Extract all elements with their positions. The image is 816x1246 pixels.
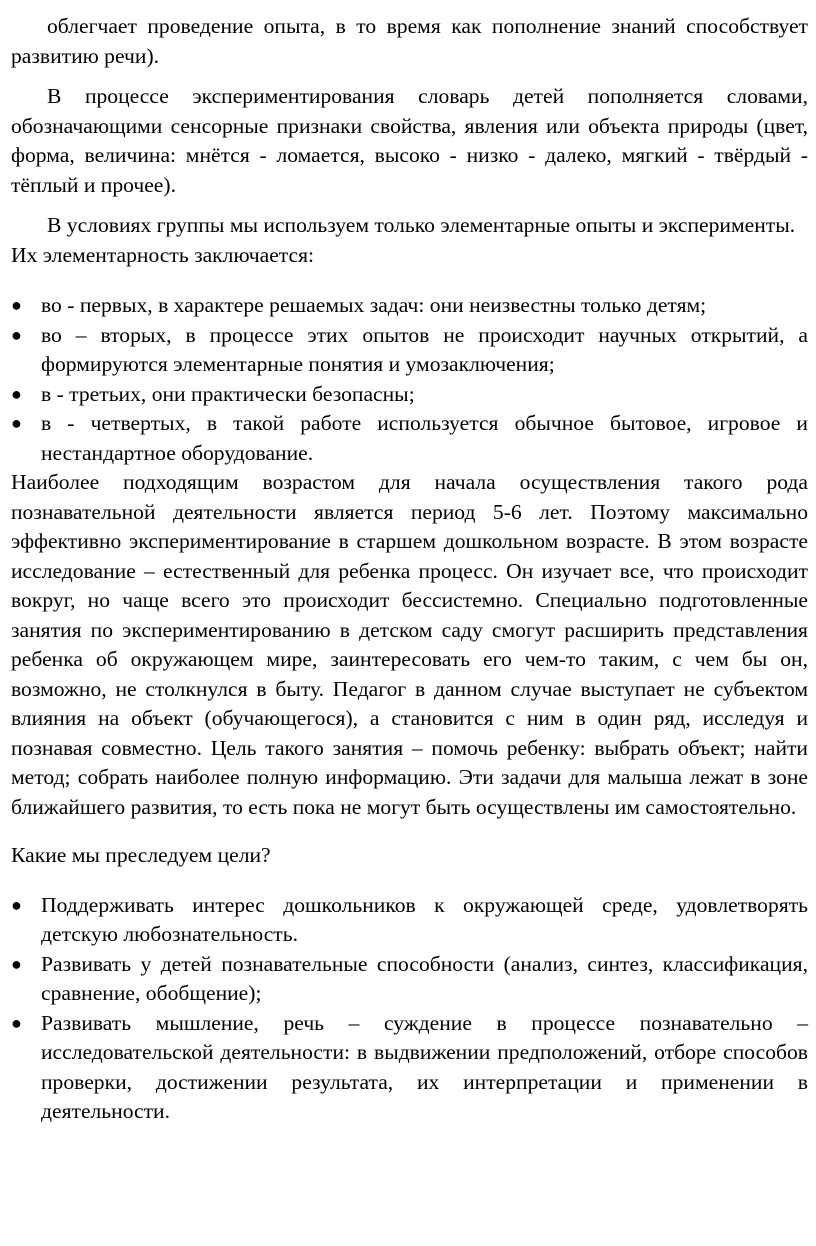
list-item-text: Развивать у детей познавательные способности (анализ, синтез, классификация, сравнение, обобщение); [41, 951, 808, 1005]
list-item-text: во – вторых, в процессе этих опытов не происходит научных открытий, а формируются элементарные понятия и умозаключения; [41, 322, 808, 376]
bullet-icon: ● [11, 295, 22, 315]
bullet-icon: ● [11, 413, 22, 433]
goals-list [11, 891, 808, 1127]
list-item-text: Поддерживать интерес дошкольников к окружающей среде, удовлетворять детскую любознательность. [41, 892, 808, 946]
list-item-text: в - третьих, они практически безопасны; [41, 381, 415, 406]
bullet-icon: ● [11, 383, 22, 404]
list-item-text: Развивать мышление, речь – суждение в процессе познавательно – исследовательской деятельности: в выдвижении предположений, отборе способов проверки, достижении результата, их интерпретации и применении в деятельности. [41, 1010, 808, 1123]
bullet-icon: ● [11, 953, 22, 974]
list-item-text: в - четвертых, в такой работе используется обычное бытовое, игровое и нестандартное оборудование. [41, 411, 808, 465]
bullet-icon: ● [11, 324, 22, 345]
bullet-icon: ● [11, 894, 22, 915]
list-item [11, 891, 808, 950]
list-item [11, 291, 808, 321]
goals-question: Какие мы преследуем цели? [11, 843, 271, 867]
bullet-icon: ● [11, 1012, 22, 1033]
list-item [11, 380, 808, 410]
list-item [11, 950, 808, 1009]
list-item [11, 1009, 808, 1127]
list-item [11, 321, 808, 380]
elementarity-lead-in: Их элементарность заключается: [11, 242, 315, 267]
elementarity-list [11, 291, 808, 468]
list-item [11, 409, 808, 468]
list-item-text: во - первых, в характере решаемых задач: они неизвестны только детям; [41, 293, 707, 317]
paragraph-age: Наиболее подходящим возрастом для начала осуществления такого рода познавательной деятельности является период 5-6 лет. Поэтому максимально эффективно экспериментирование в старшем дошкольном возрасте. В этом возрасте исследование – естественный для ребенка процесс. Он изучает все, что происходит вокруг, но чаще всего это происходит бессистемно. Специально подготовленные занятия по экспериментированию в детском саду смогут расширить представления ребенка об окружающем мире, заинтересовать его чем-то таким, с чем бы он, возможно, не столкнулся в быту. Педагог в данном случае выступает не субъектом влияния на объект (обучающегося), а становится с ним в один ряд, исследуя и познавая совместно. Цель такого занятия – помочь ребенку: выбрать объект; найти метод; собрать наиболее полную информацию. Эти задачи для малыша лежат в зоне ближайшего развития, то есть пока не могут быть осуществлены им самостоятельно. [11, 470, 808, 819]
paragraph-vocabulary: В процессе экспериментирования словарь детей пополняется словами, обозначающими сенсорные признаки свойства, явления или объекта природы (цвет, форма, величина: мнётся - ломается, высоко - низко - далеко, мягкий - твёрдый - тёплый и прочее). [11, 84, 808, 197]
paragraph-continuation: облегчает проведение опыта, в то время как пополнение знаний способствует развитию речи). [11, 14, 808, 68]
paragraph-group-conditions: В условиях группы мы используем только элементарные опыты и эксперименты. [47, 213, 796, 237]
